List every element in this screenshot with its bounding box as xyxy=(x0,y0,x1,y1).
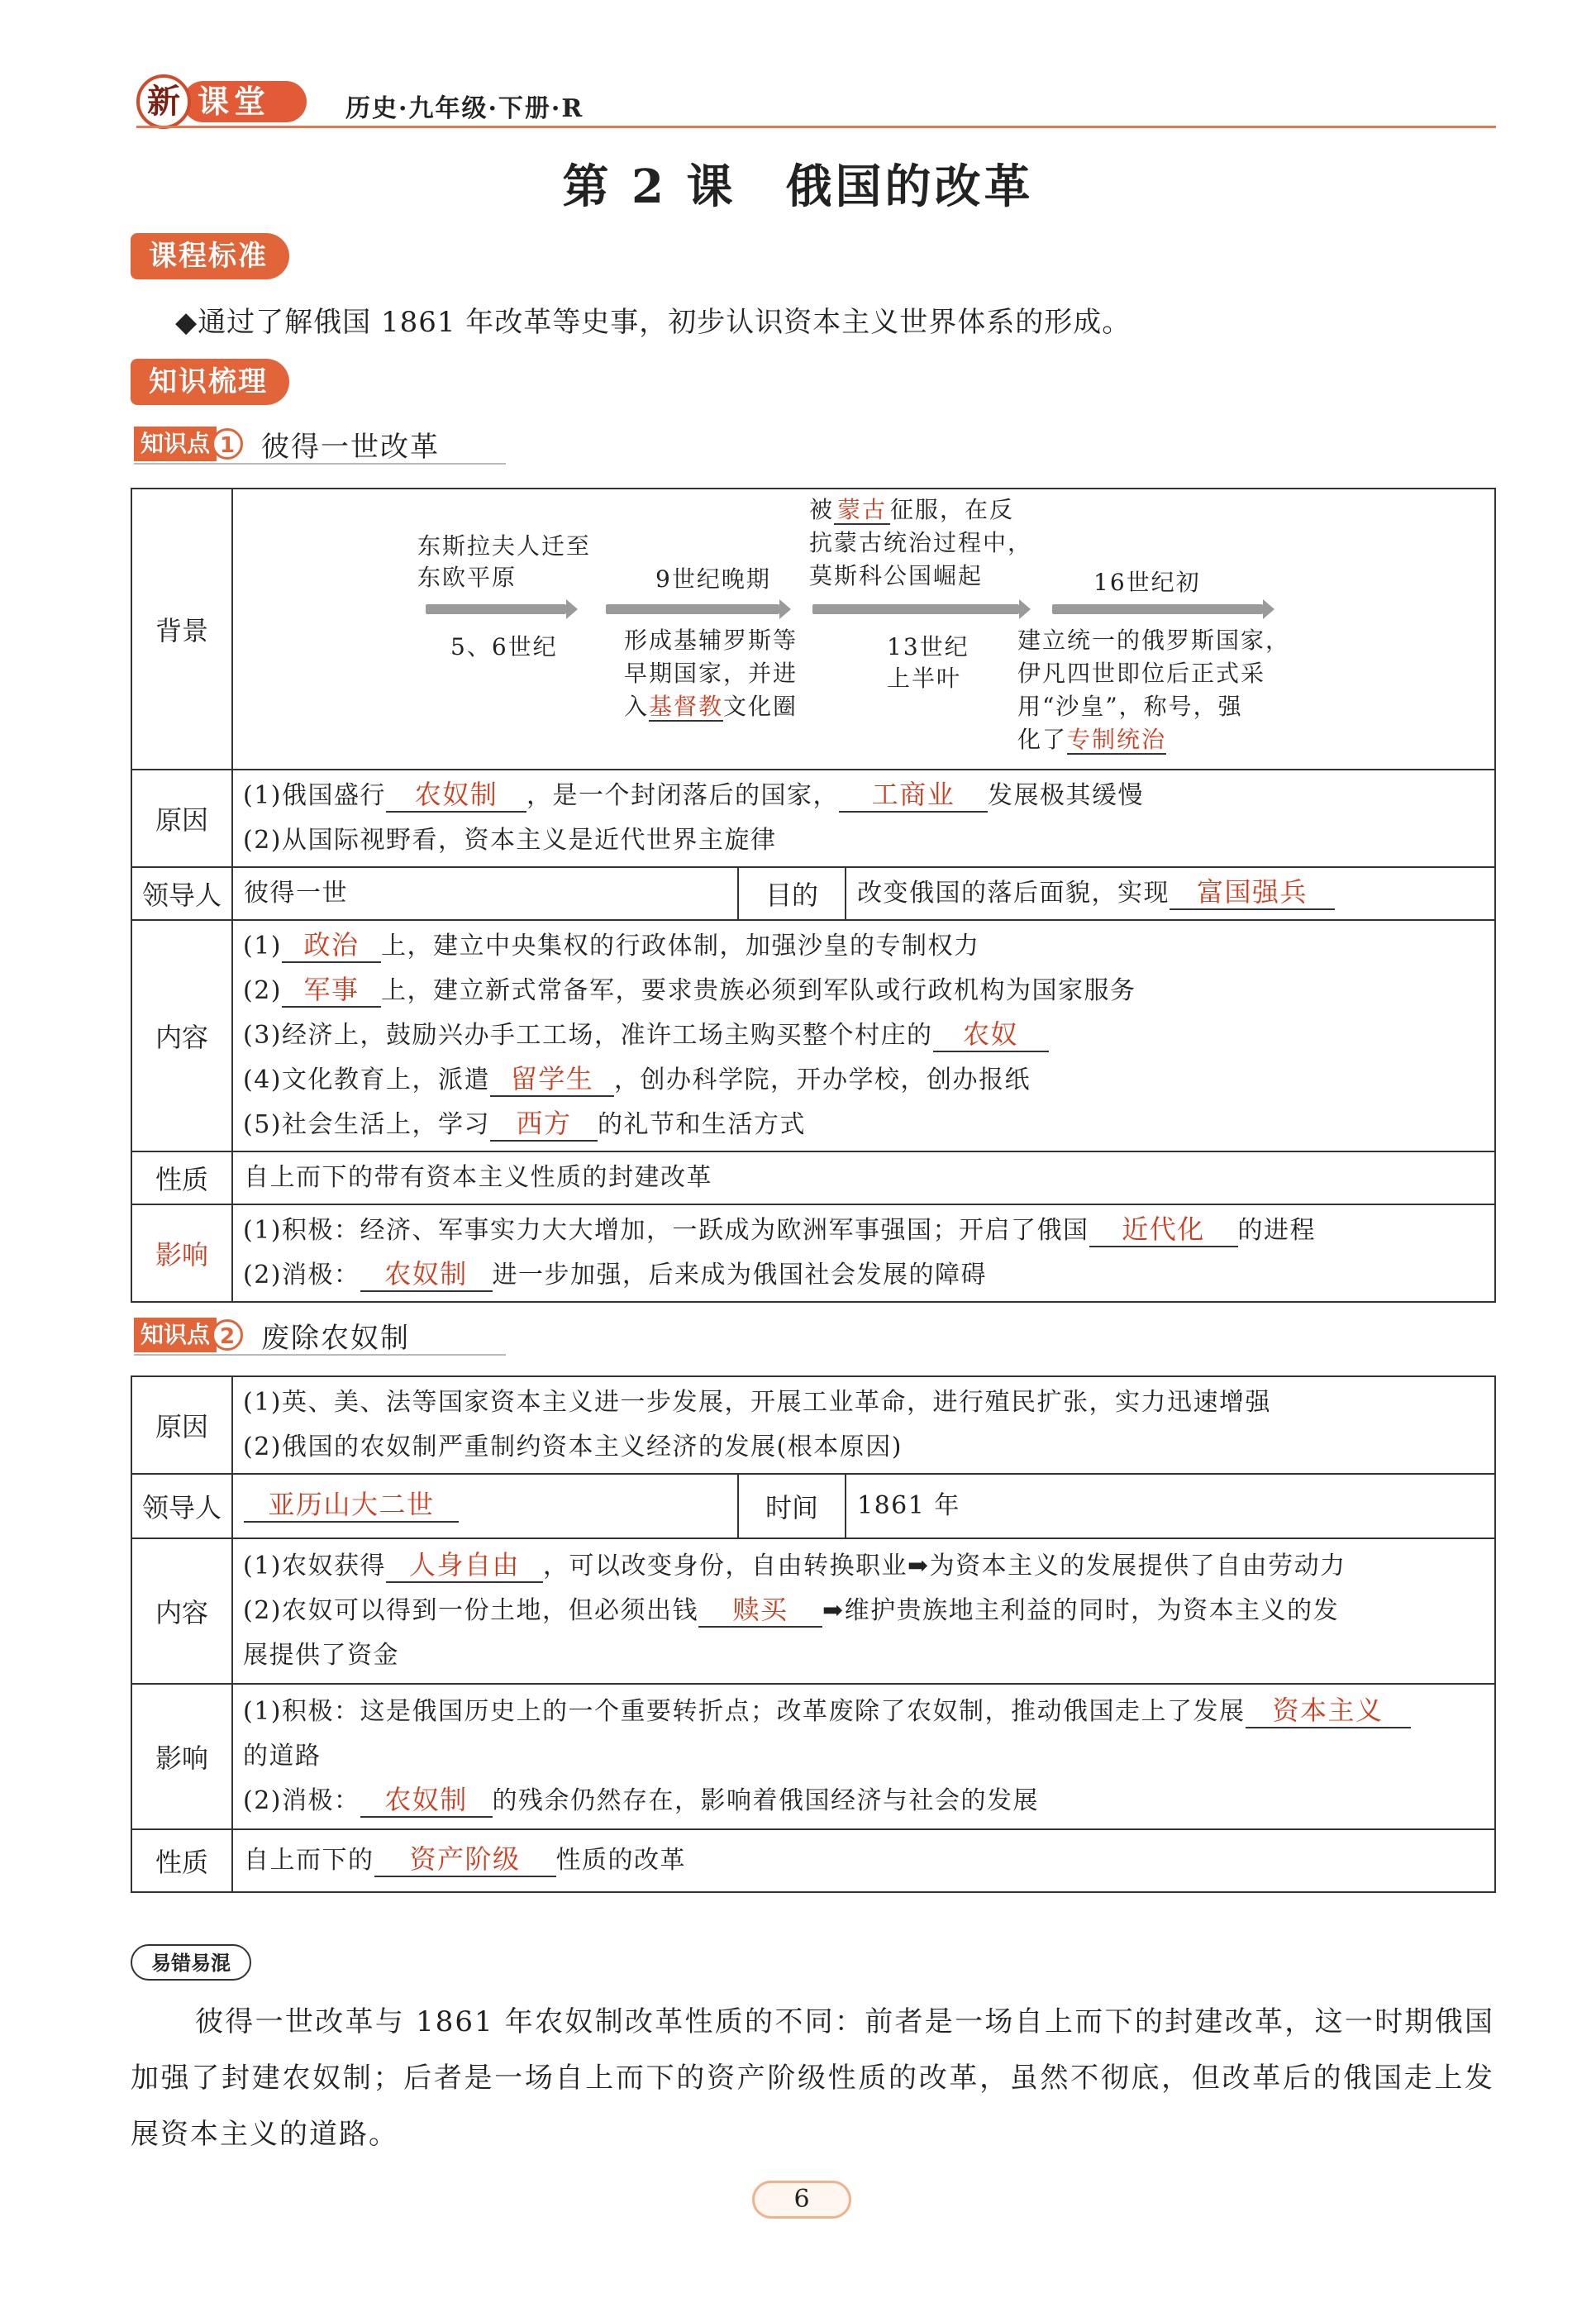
kp2-content-blank-1: 人身自由 xyxy=(386,1548,543,1583)
kp1-cause-text-c: 发展极其缓慢 xyxy=(988,781,1144,810)
kp2-impact-3-text-b: 的残余仍然存在，影响着俄国经济与社会的发展 xyxy=(492,1786,1039,1815)
kp1-leader-header: 领导人 xyxy=(131,867,232,920)
kp1-content-4-blank: 留学生 xyxy=(490,1062,614,1097)
period4-event-4 xyxy=(1017,723,1166,756)
kp2-content-2-text-b: ➡维护贵族地主利益的同时，为资本主义的发 xyxy=(822,1596,1340,1625)
kp1-nature-value: 自上而下的带有资本主义性质的封建改革 xyxy=(244,1163,712,1192)
kp2-impact-1-text: (1)积极：这是俄国历史上的一个重要转折点；改革废除了农奴制，推动俄国走上了发展 xyxy=(243,1697,1246,1726)
kp2-nature-blank: 资产阶级 xyxy=(374,1843,556,1877)
note-badge: 易错易混 xyxy=(131,1944,251,1981)
kp1-content-3-pre: (3)经济上，鼓励兴办手工工场，准许工场主购买整个村庄的 xyxy=(243,1021,933,1050)
period4-blank: 专制统治 xyxy=(1067,726,1167,753)
kp2-content-line-1 xyxy=(233,1544,1494,1589)
period3-event-1 xyxy=(809,493,1014,527)
kp2-impact-header: 影响 xyxy=(131,1684,232,1829)
kp2-leader-row xyxy=(131,1474,1495,1538)
period2-date: 9世纪晚期 xyxy=(655,565,771,593)
logo-banner: 课堂 xyxy=(183,81,307,122)
kp1-table xyxy=(131,488,1496,1303)
kp1-purpose-text: 改变俄国的落后面貌，实现 xyxy=(857,879,1170,908)
kp2-leader-header: 领导人 xyxy=(131,1474,232,1538)
kp2-leader-blank: 亚历山大二世 xyxy=(244,1488,459,1523)
kp1-nature-header: 性质 xyxy=(131,1151,232,1204)
period3-event-2: 抗蒙古统治过程中， xyxy=(809,529,1033,556)
timeline-arrow-3 xyxy=(812,604,1019,614)
period1-date: 5、6世纪 xyxy=(450,633,558,660)
page-number: 6 xyxy=(752,2181,851,2219)
period4-event-pre: 化了 xyxy=(1017,726,1068,753)
kp1-background-header: 背景 xyxy=(131,489,232,770)
kp1-content-4-pre: (4)文化教育上，派遣 xyxy=(243,1066,490,1094)
kp2-cause-line-1: (1)英、美、法等国家资本主义进一步发展，开展工业革命，进行殖民扩张，实力迅速增强 xyxy=(243,1388,1271,1417)
kp2-table xyxy=(131,1375,1496,1893)
kp1-cause-line-2: (2)从国际视野看，资本主义是近代世界主旋律 xyxy=(243,826,777,855)
kp1-impact-2-text-b: 进一步加强，后来成为俄国社会发展的障碍 xyxy=(492,1261,987,1290)
kp1-underline xyxy=(134,463,506,465)
kp1-content-5-post: 的礼节和生活方式 xyxy=(598,1110,806,1139)
kp2-nature-row xyxy=(131,1829,1495,1892)
period2-event-1: 形成基辅罗斯等 xyxy=(624,627,798,654)
note-text: 彼得一世改革与 1861 年农奴制改革性质的不同：前者是一场自上而下的封建改革，这一时期俄国加强了封建农奴制；后者是一场自上而下的资产阶级性质的改革，虽然不彻底，但改革后的俄国走上发展资本主义的道路。 xyxy=(131,2005,1494,2151)
kp1-content-4-post: ，创办科学院，开办学校，创办报纸 xyxy=(614,1066,1031,1094)
kp1-content-2-pre: (2) xyxy=(243,976,282,1005)
kp1-purpose-blank: 富国强兵 xyxy=(1170,875,1335,910)
kp2-content-line-3: 展提供了资金 xyxy=(243,1641,399,1670)
kp1-cause-line-1 xyxy=(233,774,1494,818)
kp1-content-item-3 xyxy=(233,1013,1494,1058)
timeline-arrow-2 xyxy=(606,604,779,614)
period2-event-3 xyxy=(624,690,798,723)
period2-event-3-pre: 入 xyxy=(624,693,650,720)
kp2-label: 知识点 xyxy=(134,1318,217,1352)
period3-event-post: 征服，在反 xyxy=(890,496,1015,523)
kp1-content-row xyxy=(131,920,1495,1151)
kp2-cause-header: 原因 xyxy=(131,1376,232,1474)
kp2-underline xyxy=(134,1354,506,1356)
standards-text: ◆通过了解俄国 1861 年改革等史事，初步认识资本主义世界体系的形成。 xyxy=(175,306,1131,339)
kp1-impact-header: 影响 xyxy=(131,1204,232,1302)
kp2-content-2-text-a: (2)农奴可以得到一份土地，但必须出钱 xyxy=(243,1596,698,1625)
kp1-content-5-pre: (5)社会生活上，学习 xyxy=(243,1110,490,1139)
kp1-impact-line-1 xyxy=(233,1209,1494,1253)
period2-blank: 基督教 xyxy=(649,693,724,720)
standards-tag: 课程标准 xyxy=(131,233,289,279)
period2-event-2: 早期国家，并进 xyxy=(624,660,798,687)
kp1-impact-2-text-a: (2)消极： xyxy=(243,1261,360,1290)
kp2-nature-post: 性质的改革 xyxy=(555,1846,686,1875)
kp1-content-1-blank: 政治 xyxy=(282,928,381,963)
kp1-purpose-header: 目的 xyxy=(738,867,846,920)
period4-date: 16世纪初 xyxy=(1093,569,1201,596)
period1-event-1: 东斯拉夫人迁至 xyxy=(417,532,592,560)
kp1-leader-row xyxy=(131,867,1495,920)
kp2-time-header: 时间 xyxy=(738,1474,846,1538)
kp1-impact-1-text-a: (1)积极：经济、军事实力大大增加，一跃成为欧洲军事强国；开启了俄国 xyxy=(243,1216,1089,1245)
kp2-impact-line-2: 的道路 xyxy=(243,1742,322,1771)
kp1-cause-header: 原因 xyxy=(131,770,232,867)
timeline-cell xyxy=(232,489,1495,770)
kp1-content-item-2 xyxy=(233,969,1494,1013)
kp2-nature-header: 性质 xyxy=(131,1829,232,1892)
page-title: 第 2 课 俄国的改革 xyxy=(562,160,1034,214)
kp2-cause-line-2: (2)俄国的农奴制严重制约资本主义经济的发展(根本原因) xyxy=(243,1433,903,1461)
kp1-content-3-blank: 农奴 xyxy=(933,1018,1049,1052)
period3-blank: 蒙古 xyxy=(834,496,890,525)
kp2-nature-pre: 自上而下的 xyxy=(244,1846,374,1875)
period4-event-1: 建立统一的俄罗斯国家， xyxy=(1017,627,1291,654)
period4-event-2: 伊凡四世即位后正式采 xyxy=(1017,660,1266,687)
kp1-cause-text-a: (1)俄国盛行 xyxy=(243,781,386,810)
period3-event-pre: 被 xyxy=(809,496,835,523)
kp2-number: 2 xyxy=(212,1319,243,1351)
brand-logo xyxy=(136,74,314,127)
timeline-arrow-1 xyxy=(426,604,566,614)
kp1-cause-row xyxy=(131,770,1495,867)
kp1-background-row xyxy=(131,489,1495,770)
kp1-impact-row xyxy=(131,1204,1495,1302)
kp2-header xyxy=(134,1316,410,1354)
kp2-content-1-text-b: ，可以改变身份，自由转换职业➡为资本主义的发展提供了自由劳动力 xyxy=(543,1552,1346,1580)
period3-date-1: 13世纪 xyxy=(887,633,970,660)
kp1-label: 知识点 xyxy=(134,427,217,461)
kp2-cause-row xyxy=(131,1376,1495,1474)
timeline-arrow-4 xyxy=(1052,604,1263,614)
kp1-cause-text-b: ，是一个封闭落后的国家， xyxy=(526,781,839,810)
kp1-cause-blank-1: 农奴制 xyxy=(386,778,526,813)
kp2-impact-blank-2: 农奴制 xyxy=(360,1783,493,1818)
kp2-content-1-text-a: (1)农奴获得 xyxy=(243,1552,386,1580)
kp1-leader-value: 彼得一世 xyxy=(244,879,348,908)
kp2-impact-line-1 xyxy=(233,1690,1494,1734)
kp1-header xyxy=(134,425,440,463)
kp1-number: 1 xyxy=(212,428,243,460)
logo-char: 新 xyxy=(136,74,191,129)
kp2-impact-blank-1: 资本主义 xyxy=(1246,1694,1411,1728)
kp1-content-1-post: 上，建立中央集权的行政体制，加强沙皇的专制权力 xyxy=(381,932,980,961)
kp2-content-line-2 xyxy=(233,1589,1494,1633)
period4-event-3: 用“沙皇”，称号，强 xyxy=(1017,693,1243,720)
period3-event-3: 莫斯科公国崛起 xyxy=(809,562,984,589)
kp1-nature-row xyxy=(131,1151,1495,1204)
overview-tag: 知识梳理 xyxy=(131,359,289,405)
kp2-content-header: 内容 xyxy=(131,1538,232,1684)
kp1-impact-1-text-b: 的进程 xyxy=(1237,1216,1316,1245)
kp1-content-2-blank: 军事 xyxy=(282,973,381,1008)
kp2-impact-3-text-a: (2)消极： xyxy=(243,1786,360,1815)
kp2-time-value: 1861 年 xyxy=(857,1491,960,1520)
kp2-impact-row xyxy=(131,1684,1495,1829)
kp2-impact-line-3 xyxy=(233,1779,1494,1824)
header-divider xyxy=(136,126,1496,128)
kp2-nature-line xyxy=(234,1838,1494,1883)
kp1-content-header: 内容 xyxy=(131,920,232,1151)
kp2-content-blank-2: 赎买 xyxy=(698,1593,822,1628)
book-info: 历史·九年级·下册·R xyxy=(345,94,584,123)
kp1-impact-line-2 xyxy=(233,1253,1494,1298)
kp1-impact-blank-1: 近代化 xyxy=(1089,1213,1238,1247)
kp1-content-item-5 xyxy=(233,1103,1494,1147)
period2-event-3-post: 文化圈 xyxy=(723,693,798,720)
kp1-content-1-pre: (1) xyxy=(243,932,282,961)
kp2-title: 废除农奴制 xyxy=(261,1321,411,1355)
kp1-content-item-4 xyxy=(233,1058,1494,1103)
kp1-content-5-blank: 西方 xyxy=(490,1107,598,1142)
kp1-content-item-1 xyxy=(233,924,1494,969)
timeline xyxy=(234,490,1494,768)
period1-event-2: 东欧平原 xyxy=(417,564,517,591)
kp1-title: 彼得一世改革 xyxy=(261,430,441,464)
kp2-content-row xyxy=(131,1538,1495,1684)
kp1-content-2-post: 上，建立新式常备军，要求贵族必须到军队或行政机构为国家服务 xyxy=(381,976,1136,1005)
kp1-cause-blank-2: 工商业 xyxy=(839,778,988,813)
kp1-purpose-line xyxy=(847,871,1494,916)
kp1-impact-blank-2: 农奴制 xyxy=(360,1257,493,1292)
period3-date-2: 上半叶 xyxy=(887,665,962,692)
